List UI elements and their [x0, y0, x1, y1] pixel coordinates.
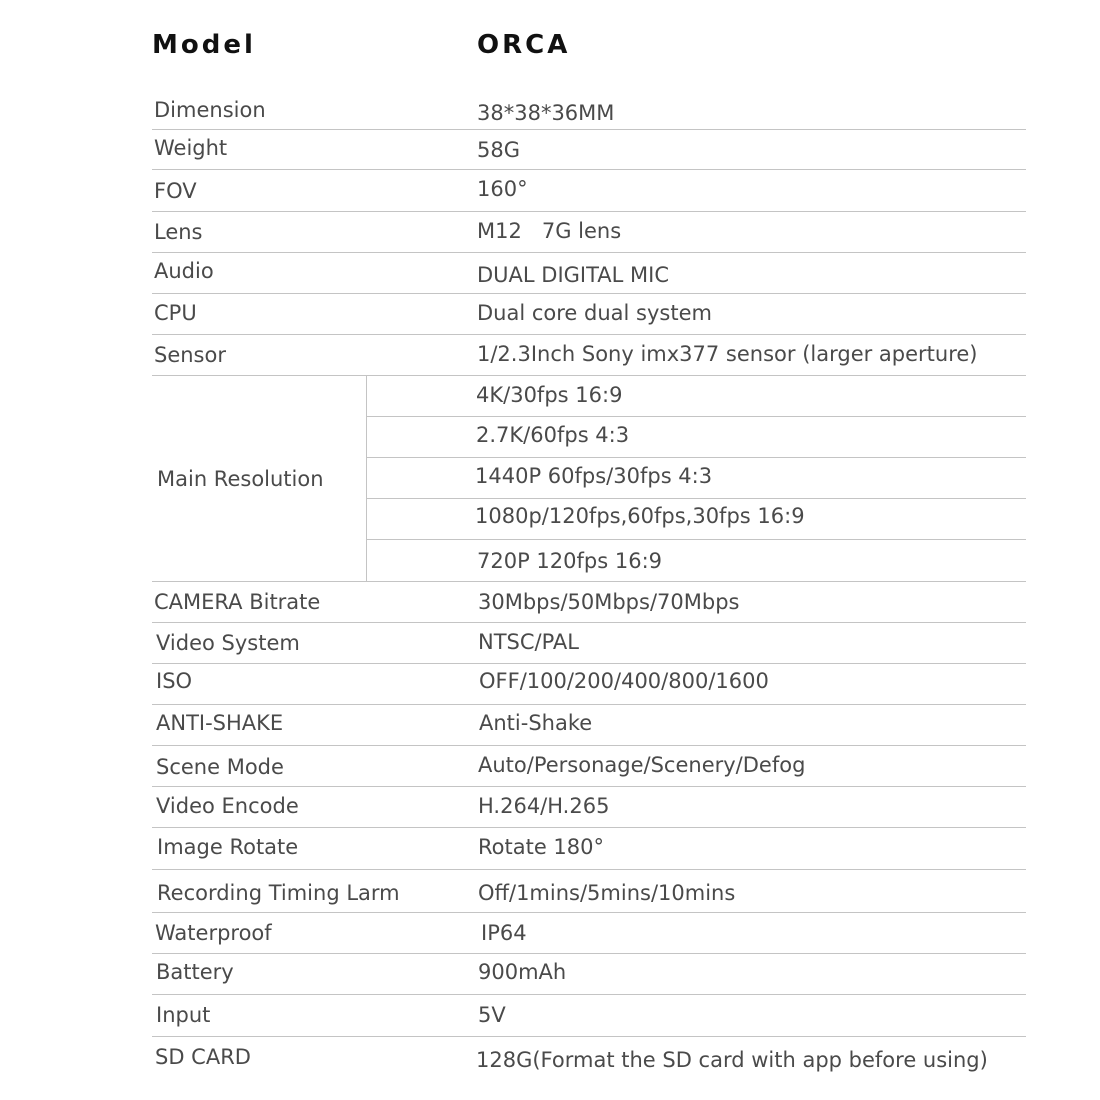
spec-label: ANTI-SHAKE	[156, 711, 284, 735]
spec-row-dimension	[152, 95, 1026, 130]
spec-row-weight	[152, 130, 1026, 170]
spec-row-cpu	[152, 294, 1026, 335]
spec-label: Waterproof	[155, 921, 272, 945]
spec-row-waterproof	[152, 913, 1026, 954]
spec-value: H.264/H.265	[478, 794, 610, 818]
spec-row-anti-shake	[152, 705, 1026, 746]
resolution-row	[367, 499, 1026, 540]
spec-value: Off/1mins/5mins/10mins	[478, 881, 736, 905]
spec-row-image-rotate	[152, 828, 1026, 870]
spec-value: Anti-Shake	[479, 711, 593, 735]
spec-label: Recording Timing Larm	[157, 881, 400, 905]
resolution-row	[367, 540, 1026, 581]
spec-label: Image Rotate	[157, 835, 299, 859]
spec-row-camera-bitrate	[152, 582, 1026, 623]
spec-value: 30Mbps/50Mbps/70Mbps	[478, 590, 740, 614]
spec-row-video-encode	[152, 787, 1026, 828]
resolution-value: 1440P 60fps/30fps 4:3	[475, 464, 713, 488]
model-header-value: ORCA	[477, 30, 571, 60]
resolution-value: 720P 120fps 16:9	[477, 549, 663, 573]
spec-label: FOV	[154, 179, 197, 203]
resolution-value: 4K/30fps 16:9	[476, 383, 623, 407]
spec-label: CAMERA Bitrate	[154, 590, 321, 614]
spec-label: Dimension	[154, 98, 266, 122]
spec-label: Weight	[154, 136, 228, 160]
spec-row-sd-card	[152, 1037, 1026, 1079]
spec-label: Audio	[154, 259, 214, 283]
spec-row-sensor	[152, 335, 1026, 376]
spec-label: Scene Mode	[156, 755, 284, 779]
spec-label: Battery	[156, 960, 234, 984]
spec-value: 160°	[477, 177, 528, 201]
spec-row-iso	[152, 664, 1026, 705]
model-header-label: Model	[152, 30, 256, 60]
spec-label: Input	[156, 1003, 211, 1027]
spec-label: Sensor	[154, 343, 226, 367]
spec-row-fov	[152, 170, 1026, 212]
spec-value: 5V	[478, 1003, 506, 1027]
resolution-row	[367, 458, 1026, 499]
spec-value: Dual core dual system	[477, 301, 712, 325]
spec-value: 1/2.3Inch Sony imx377 sensor (larger aperture)	[477, 342, 978, 366]
resolution-row	[367, 417, 1026, 458]
spec-row-video-system	[152, 623, 1026, 664]
spec-row-input	[152, 995, 1026, 1037]
resolution-value: 1080p/120fps,60fps,30fps 16:9	[475, 504, 805, 528]
spec-value: 900mAh	[478, 960, 567, 984]
model-header-row	[0, 30, 1100, 66]
spec-row-battery	[152, 954, 1026, 995]
spec-value: NTSC/PAL	[478, 630, 579, 654]
resolution-value: 2.7K/60fps 4:3	[476, 423, 630, 447]
spec-label: CPU	[154, 301, 197, 325]
spec-value: Auto/Personage/Scenery/Defog	[478, 753, 806, 777]
spec-label: ISO	[156, 669, 193, 693]
spec-row-scene-mode	[152, 746, 1026, 787]
resolution-row	[367, 376, 1026, 417]
spec-value: DUAL DIGITAL MIC	[477, 263, 670, 287]
spec-value: 128G(Format the SD card with app before using)	[476, 1048, 988, 1072]
spec-label: Lens	[154, 220, 203, 244]
spec-row-audio	[152, 253, 1026, 294]
spec-value: 38*38*36MM	[477, 101, 615, 125]
spec-value: Rotate 180°	[478, 835, 605, 859]
spec-value: 58G	[477, 138, 520, 162]
spec-label: Video System	[156, 631, 300, 655]
spec-value: M12 7G lens	[477, 219, 622, 243]
spec-label: SD CARD	[155, 1045, 251, 1069]
spec-label: Video Encode	[156, 794, 299, 818]
main-resolution-block	[152, 376, 1026, 582]
spec-value: IP64	[481, 921, 527, 945]
spec-value: OFF/100/200/400/800/1600	[479, 669, 769, 693]
spec-row-lens	[152, 212, 1026, 253]
main-resolution-label: Main Resolution	[157, 467, 324, 491]
spec-row-recording-timing	[152, 870, 1026, 913]
